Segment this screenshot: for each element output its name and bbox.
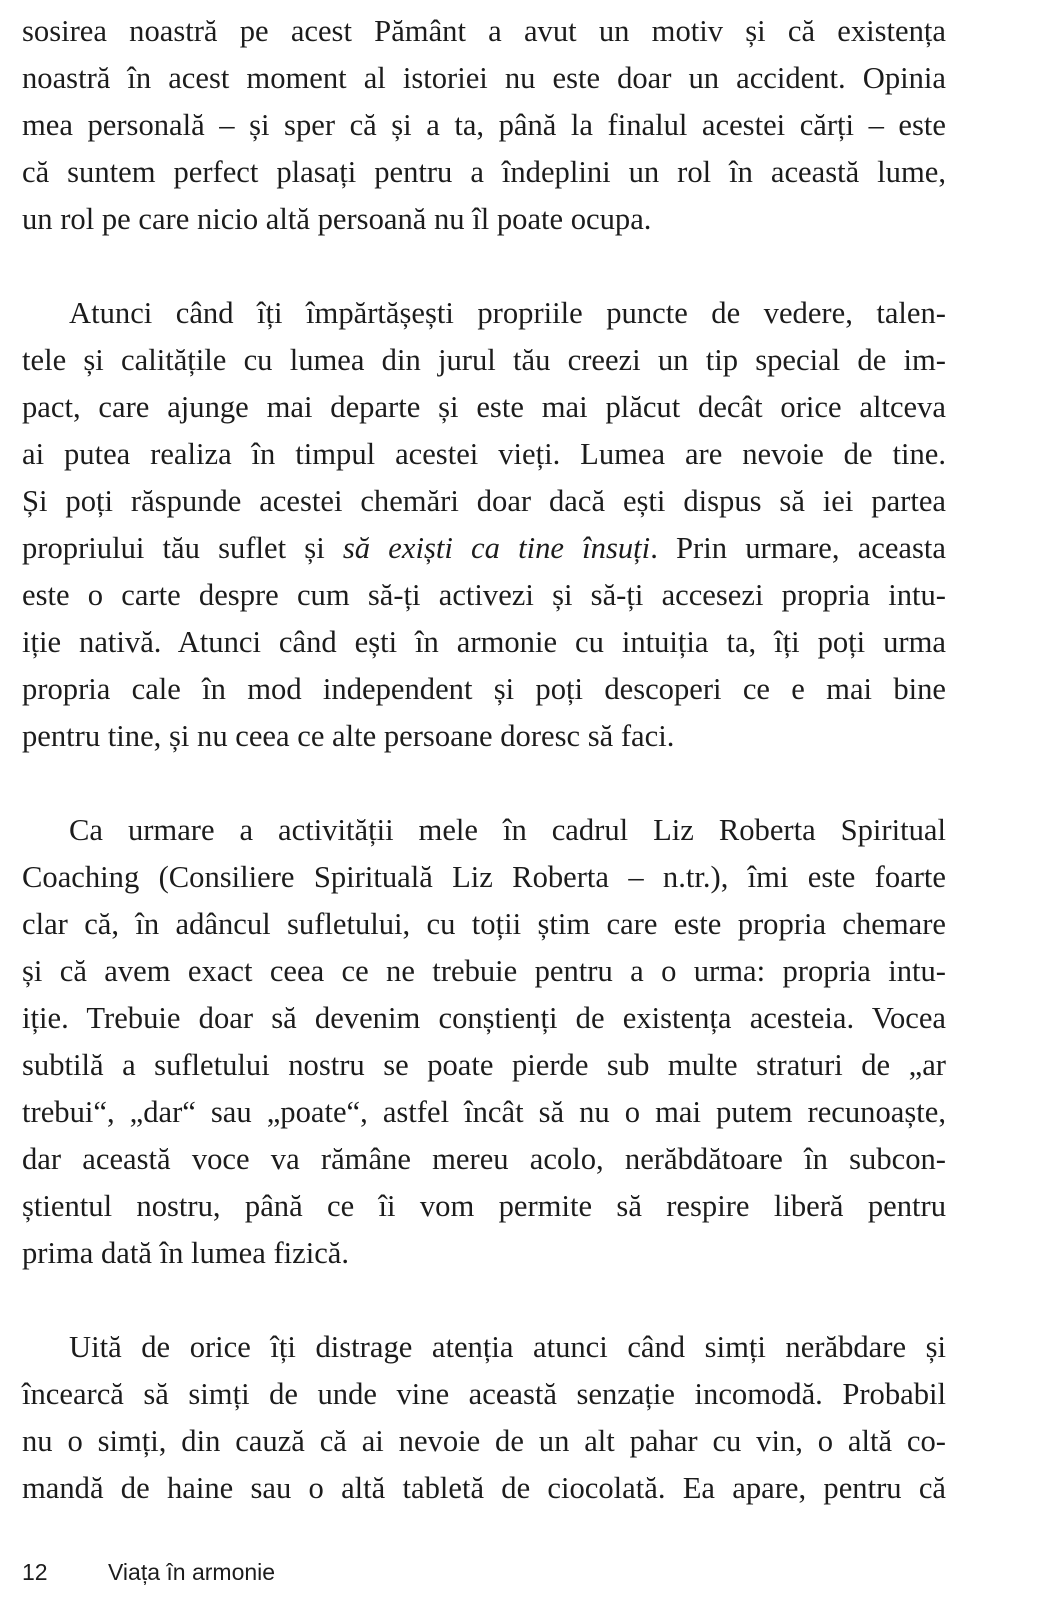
text-line: un rol pe care nicio altă persoană nu îl poate ocupa. bbox=[22, 202, 652, 236]
text-line: mea personală – și sper că și a ta, până la finalul acestei cărți – este bbox=[22, 108, 946, 142]
text-line: dar această voce va rămâne mereu acolo, nerăbdătoare în subcon- bbox=[22, 1142, 946, 1176]
running-title: Viața în armonie bbox=[108, 1559, 276, 1585]
text-line: iție nativă. Atunci când ești în armonie cu intuiția ta, îți poți urma bbox=[22, 625, 946, 659]
text-segment: . Prin urmare, aceasta bbox=[650, 531, 946, 565]
page-number: 12 bbox=[22, 1559, 48, 1585]
text-line: propria cale în mod independent și poți descoperi ce e mai bine bbox=[22, 672, 946, 706]
paragraph-3 bbox=[22, 807, 946, 1277]
paragraph-1 bbox=[22, 8, 946, 243]
text-line: pentru tine, și nu ceea ce alte persoane doresc să faci. bbox=[22, 719, 675, 753]
text-line: Atunci când îți împărtășești propriile puncte de vedere, talen- bbox=[69, 296, 946, 330]
paragraph-4 bbox=[22, 1324, 946, 1512]
italic-emphasis: să exiști ca tine însuți bbox=[342, 531, 651, 565]
text-line: mandă de haine sau o altă tabletă de ciocolată. Ea apare, pentru că bbox=[22, 1471, 946, 1505]
text-line: pact, care ajunge mai departe și este mai plăcut decât orice altceva bbox=[22, 390, 946, 424]
text-line: ai putea realiza în timpul acestei vieți. Lumea are nevoie de tine. bbox=[22, 437, 946, 471]
text-line: trebui“, „dar“ sau „poate“, astfel încât să nu o mai putem recunoaște, bbox=[22, 1095, 946, 1129]
text-line: iție. Trebuie doar să devenim conștienți de existența acesteia. Vocea bbox=[22, 1001, 946, 1035]
text-line: Și poți răspunde acestei chemări doar dacă ești dispus să iei partea bbox=[22, 484, 946, 518]
text-line: nu o simți, din cauză că ai nevoie de un alt pahar cu vin, o altă co- bbox=[22, 1424, 946, 1458]
text-line: noastră în acest moment al istoriei nu este doar un accident. Opinia bbox=[22, 61, 946, 95]
text-line: Ca urmare a activității mele în cadrul Liz Roberta Spiritual bbox=[69, 813, 946, 847]
text-line-with-emphasis bbox=[22, 525, 946, 572]
text-line: că suntem perfect plasați pentru a îndeplini un rol în această lume, bbox=[22, 155, 946, 189]
text-line: Uită de orice îți distrage atenția atunci când simți nerăbdare și bbox=[69, 1330, 946, 1364]
text-line: știentul nostru, până ce îi vom permite să respire liberă pentru bbox=[22, 1189, 946, 1223]
text-line: prima dată în lumea fizică. bbox=[22, 1236, 350, 1270]
text-line: sosirea noastră pe acest Pământ a avut un motiv și că existența bbox=[22, 14, 946, 48]
page-footer bbox=[22, 1557, 275, 1587]
text-line: Coaching (Consiliere Spirituală Liz Roberta – n.tr.), îmi este foarte bbox=[22, 860, 946, 894]
text-line: clar că, în adâncul sufletului, cu toții știm care este propria chemare bbox=[22, 907, 946, 941]
text-line: tele și calitățile cu lumea din jurul tău creezi un tip special de im- bbox=[22, 343, 946, 377]
text-segment: propriului tău suflet și bbox=[22, 531, 343, 565]
paragraph-2 bbox=[22, 290, 946, 760]
text-line: încearcă să simți de unde vine această senzație incomodă. Probabil bbox=[22, 1377, 946, 1411]
text-line: este o carte despre cum să-ți activezi și să-ți accesezi propria intu- bbox=[22, 578, 946, 612]
text-line: subtilă a sufletului nostru se poate pierde sub multe straturi de „ar bbox=[22, 1048, 946, 1082]
page-body bbox=[22, 8, 946, 1512]
text-line: și că avem exact ceea ce ne trebuie pentru a o urma: propria intu- bbox=[22, 954, 946, 988]
